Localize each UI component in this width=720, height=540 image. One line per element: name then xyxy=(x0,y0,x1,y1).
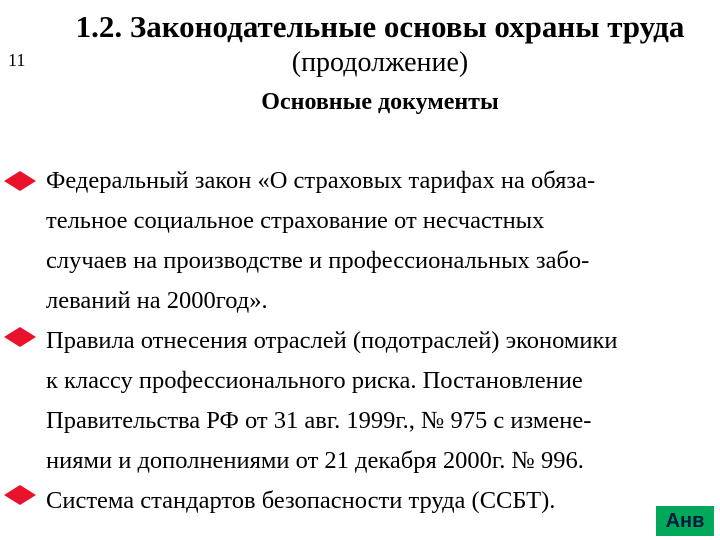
slide-title: 1.2. Законодательные основы охраны труда xyxy=(75,9,685,44)
list-item: Федеральный закон «О страховых тарифах на обяза- xyxy=(46,167,596,194)
slide-number: 11 xyxy=(8,50,26,70)
section-heading: Основные документы xyxy=(261,89,499,115)
list-item: случаев на производстве и профессиональных забо- xyxy=(46,247,590,274)
list-item: Правила отнесения отраслей (подотраслей) экономики xyxy=(46,327,618,354)
anv-nav-button[interactable]: Анв xyxy=(656,506,714,536)
list-item: к классу профессионального риска. Постановление xyxy=(46,367,583,394)
red-diamond-icon xyxy=(0,482,40,508)
list-item: тельное социальное страхование от несчастных xyxy=(46,207,545,234)
list-item: леваний на 2000год». xyxy=(46,287,268,314)
red-diamond-icon xyxy=(0,324,40,350)
list-item: Система стандартов безопасности труда (ССБТ). xyxy=(46,487,556,514)
list-item: Правительства РФ от 31 авг. 1999г., № 975 с измене- xyxy=(46,407,592,434)
slide-subtitle: (продолжение) xyxy=(291,47,469,78)
list-item: ниями и дополнениями от 21 декабря 2000г. № 996. xyxy=(46,447,584,474)
red-diamond-icon xyxy=(0,168,40,194)
